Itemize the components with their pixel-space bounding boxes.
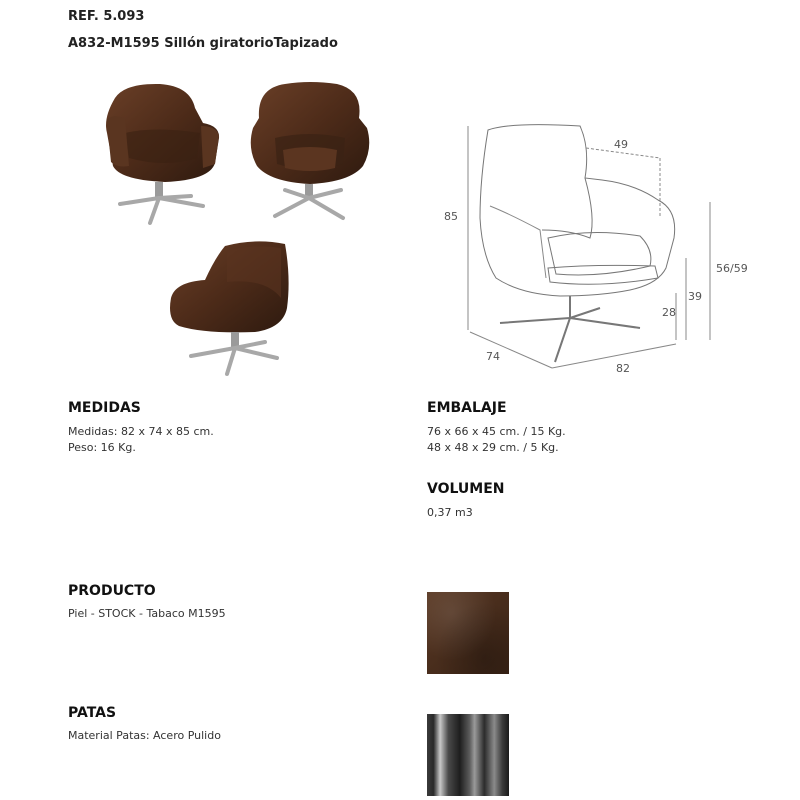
dimension-diagram xyxy=(430,118,790,380)
base-height-label: 28 xyxy=(662,306,676,319)
arm-dimension-label: 49 xyxy=(614,138,628,151)
patas-value: Material Patas: Acero Pulido xyxy=(68,729,221,742)
height-dimension-label: 85 xyxy=(444,210,458,223)
embalaje-line-2: 48 x 48 x 29 cm. / 5 Kg. xyxy=(427,441,559,454)
seat-height-label: 39 xyxy=(688,290,702,303)
arm-height-label: 56/59 xyxy=(716,262,748,275)
product-title: A832-M1595 Sillón giratorioTapizado xyxy=(68,36,338,51)
chair-photo-front-left xyxy=(95,78,230,228)
producto-value: Piel - STOCK - Tabaco M1595 xyxy=(68,607,226,620)
depth-dimension-label: 74 xyxy=(486,350,500,363)
reference-number: REF. 5.093 xyxy=(68,9,145,24)
medidas-heading: MEDIDAS xyxy=(68,400,141,416)
width-dimension-label: 82 xyxy=(616,362,630,375)
chair-photo-back xyxy=(165,238,290,378)
leather-swatch xyxy=(427,592,509,674)
medidas-line-1: Medidas: 82 x 74 x 85 cm. xyxy=(68,425,214,438)
volumen-heading: VOLUMEN xyxy=(427,481,505,497)
medidas-line-2: Peso: 16 Kg. xyxy=(68,441,136,454)
chair-photo-front xyxy=(245,78,375,228)
producto-heading: PRODUCTO xyxy=(68,583,156,599)
embalaje-line-1: 76 x 66 x 45 cm. / 15 Kg. xyxy=(427,425,566,438)
steel-swatch xyxy=(427,714,509,796)
volumen-value: 0,37 m3 xyxy=(427,506,473,519)
embalaje-heading: EMBALAJE xyxy=(427,400,507,416)
patas-heading: PATAS xyxy=(68,705,117,721)
